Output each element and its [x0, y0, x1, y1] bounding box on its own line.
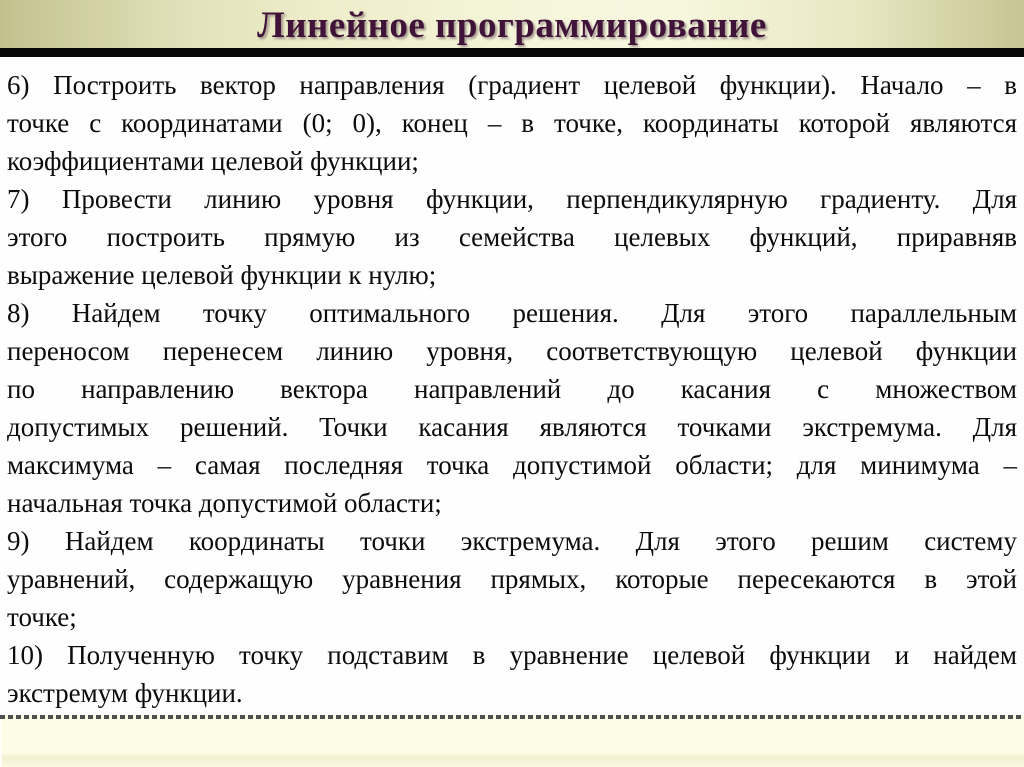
title-divider-bar [0, 48, 1024, 57]
text-line: переносом перенесем линию уровня, соответствующую целевой функции [7, 336, 1017, 366]
paragraph-step-8 [7, 294, 1017, 522]
text-line: этого построить прямую из семейства целевых функций, приравняв [7, 222, 1017, 252]
text-line: 6) Построить вектор направления (градиент целевой функции). Начало – в [7, 70, 1017, 100]
text-line: выражение целевой функции к нулю; [7, 260, 437, 290]
text-line: точке с координатами (0; 0), конец – в точке, координаты которой являются [7, 108, 1017, 138]
text-line: по направлению вектора направлений до касания с множеством [7, 374, 1017, 404]
paragraph-step-10 [7, 636, 1017, 712]
slide-title: Линейное программирование [257, 5, 767, 46]
paragraph-step-7 [7, 180, 1017, 294]
text-line: уравнений, содержащую уравнения прямых, которые пересекаются в этой [7, 564, 1017, 594]
text-line: коэффициентами целевой функции; [7, 146, 419, 176]
paragraph-step-6 [7, 66, 1017, 180]
slide-body [0, 57, 1024, 715]
slide-footer [0, 719, 1024, 767]
slide-title-bar [0, 0, 1024, 48]
text-line: допустимых решений. Точки касания являются точками экстремума. Для [7, 412, 1017, 442]
text-line: 7) Провести линию уровня функции, перпендикулярную градиенту. Для [7, 184, 1017, 214]
paragraph-step-9 [7, 522, 1017, 636]
text-line: начальная точка допустимой области; [7, 488, 442, 518]
text-line: экстремум функции. [7, 678, 243, 708]
text-line: точке; [7, 602, 77, 632]
text-line: максимума – самая последняя точка допустимой области; для минимума – [7, 450, 1017, 480]
text-line: 9) Найдем координаты точки экстремума. Для этого решим систему [7, 526, 1017, 556]
text-line: 10) Полученную точку подставим в уравнение целевой функции и найдем [7, 640, 1017, 670]
text-line: 8) Найдем точку оптимального решения. Для этого параллельным [7, 298, 1017, 328]
